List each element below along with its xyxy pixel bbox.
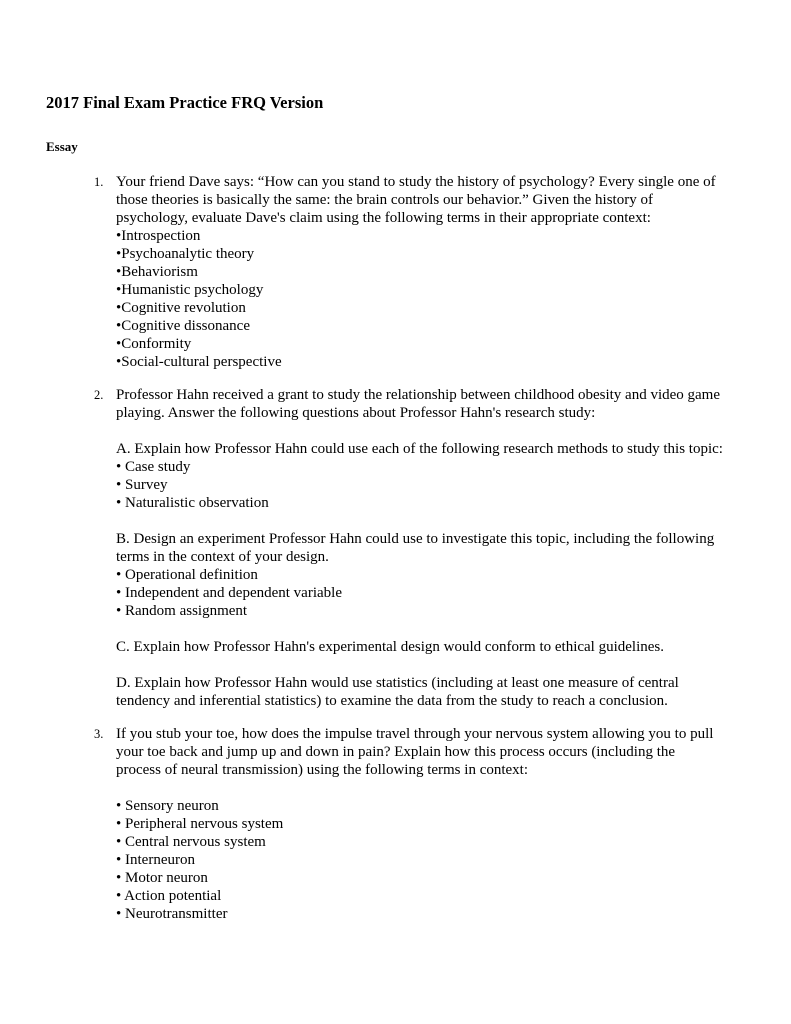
list-item: • Operational definition — [116, 567, 258, 583]
question-number: 2. — [94, 388, 104, 402]
section-heading: Essay — [46, 139, 78, 154]
list-item: • Sensory neuron — [116, 798, 219, 814]
question-text-line: D. Explain how Professor Hahn would use statistics (including at least one measure of central — [116, 675, 679, 691]
question-number: 3. — [94, 727, 104, 741]
question-text-line: If you stub your toe, how does the impulse travel through your nervous system allowing you to pull — [116, 726, 714, 742]
question-text-line: terms in the context of your design. — [116, 549, 329, 565]
question-text-line: playing. Answer the following questions about Professor Hahn's research study: — [116, 405, 596, 421]
list-item: • Survey — [116, 477, 168, 493]
list-item: • Case study — [116, 459, 191, 475]
list-item: • Naturalistic observation — [116, 495, 269, 511]
list-item: • Random assignment — [116, 603, 248, 619]
question-text-line: process of neural transmission) using the following terms in context: — [116, 762, 529, 778]
list-item: • Peripheral nervous system — [116, 816, 284, 832]
list-item: •Introspection — [116, 228, 201, 244]
question-text-line: A. Explain how Professor Hahn could use each of the following research methods to study this topic: — [116, 441, 723, 457]
list-item: •Cognitive dissonance — [116, 318, 250, 334]
question-number: 1. — [94, 175, 104, 189]
question-text-line: your toe back and jump up and down in pain? Explain how this process occurs (including the — [116, 744, 676, 760]
question-text-line: tendency and inferential statistics) to examine the data from the study to reach a conclusion. — [116, 693, 668, 709]
list-item: •Humanistic psychology — [116, 282, 264, 298]
list-item: • Interneuron — [116, 852, 195, 868]
list-item: • Neurotransmitter — [116, 906, 228, 922]
list-item: •Behaviorism — [116, 264, 198, 280]
question-text-line: C. Explain how Professor Hahn's experimental design would conform to ethical guidelines. — [116, 639, 665, 655]
list-item: • Independent and dependent variable — [116, 585, 342, 601]
list-item: •Social-cultural perspective — [116, 354, 282, 370]
question-text-line: psychology, evaluate Dave's claim using the following terms in their appropriate context: — [116, 210, 651, 226]
question-text-line: those theories is basically the same: the brain controls our behavior.” Given the history of — [116, 192, 653, 208]
list-item: •Conformity — [116, 336, 192, 352]
list-item: • Central nervous system — [116, 834, 266, 850]
document-title: 2017 Final Exam Practice FRQ Version — [46, 93, 324, 112]
list-item: • Motor neuron — [116, 870, 208, 886]
list-item: •Cognitive revolution — [116, 300, 246, 316]
list-item: •Psychoanalytic theory — [116, 246, 255, 262]
question-text-line: Professor Hahn received a grant to study the relationship between childhood obesity and video game — [116, 387, 720, 403]
question-text-line: Your friend Dave says: “How can you stand to study the history of psychology? Every single one of — [116, 174, 716, 190]
question-text-line: B. Design an experiment Professor Hahn could use to investigate this topic, including the following — [116, 531, 715, 547]
list-item: • Action potential — [116, 888, 222, 904]
